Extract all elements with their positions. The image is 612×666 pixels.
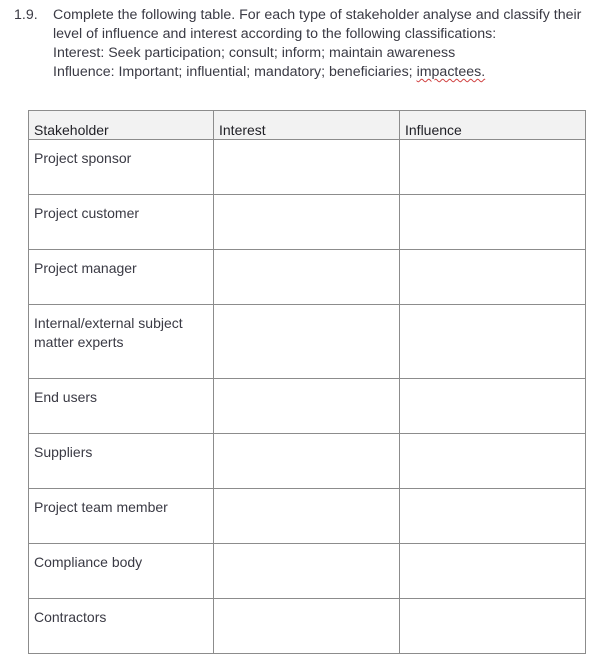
influence-cell[interactable]: [400, 379, 586, 434]
interest-cell[interactable]: [214, 140, 400, 195]
interest-cell[interactable]: [214, 599, 400, 654]
influence-cell[interactable]: [400, 195, 586, 250]
interest-cell[interactable]: [214, 379, 400, 434]
interest-cell[interactable]: [214, 544, 400, 599]
stakeholder-cell: Project sponsor: [29, 140, 214, 195]
influence-cell[interactable]: [400, 434, 586, 489]
table-row: [29, 489, 586, 544]
table-header-row: [29, 111, 586, 140]
influence-cell[interactable]: [400, 599, 586, 654]
question-line-1: Complete the following table. For each type of stakeholder analyse and classify their: [53, 7, 582, 23]
question-text: [53, 6, 606, 82]
stakeholder-cell: End users: [29, 379, 214, 434]
table-row: [29, 305, 586, 379]
stakeholder-cell: Compliance body: [29, 544, 214, 599]
interest-cell[interactable]: [214, 195, 400, 250]
stakeholder-table: [28, 110, 586, 654]
influence-classifications: [53, 63, 606, 82]
stakeholder-cell: Project customer: [29, 195, 214, 250]
stakeholder-cell: Suppliers: [29, 434, 214, 489]
table-row: [29, 379, 586, 434]
header-influence: Influence: [400, 111, 586, 140]
question-line-2: level of influence and interest according to the following classifications:: [53, 26, 497, 42]
question-number: 1.9.: [14, 7, 38, 23]
interest-cell[interactable]: [214, 434, 400, 489]
stakeholder-cell: Internal/external subject matter experts: [29, 305, 214, 379]
influence-cell[interactable]: [400, 305, 586, 379]
header-stakeholder: Stakeholder: [29, 111, 214, 140]
table-row: [29, 250, 586, 305]
table-row: [29, 140, 586, 195]
table-row: [29, 599, 586, 654]
table-row: [29, 195, 586, 250]
stakeholder-cell: Project team member: [29, 489, 214, 544]
interest-cell[interactable]: [214, 489, 400, 544]
question-block: [14, 6, 606, 82]
table-row: [29, 544, 586, 599]
header-interest: Interest: [214, 111, 400, 140]
influence-classifications-text: Influence: Important; influential; mandatory; beneficiaries;: [53, 64, 417, 80]
stakeholder-cell: Contractors: [29, 599, 214, 654]
influence-cell[interactable]: [400, 544, 586, 599]
table-row: [29, 434, 586, 489]
interest-classifications: Interest: Seek participation; consult; inform; maintain awareness: [53, 45, 456, 61]
influence-cell[interactable]: [400, 140, 586, 195]
influence-cell[interactable]: [400, 489, 586, 544]
spellcheck-flagged-word[interactable]: impactees.: [416, 64, 486, 80]
influence-cell[interactable]: [400, 250, 586, 305]
interest-cell[interactable]: [214, 305, 400, 379]
interest-cell[interactable]: [214, 250, 400, 305]
stakeholder-cell: Project manager: [29, 250, 214, 305]
